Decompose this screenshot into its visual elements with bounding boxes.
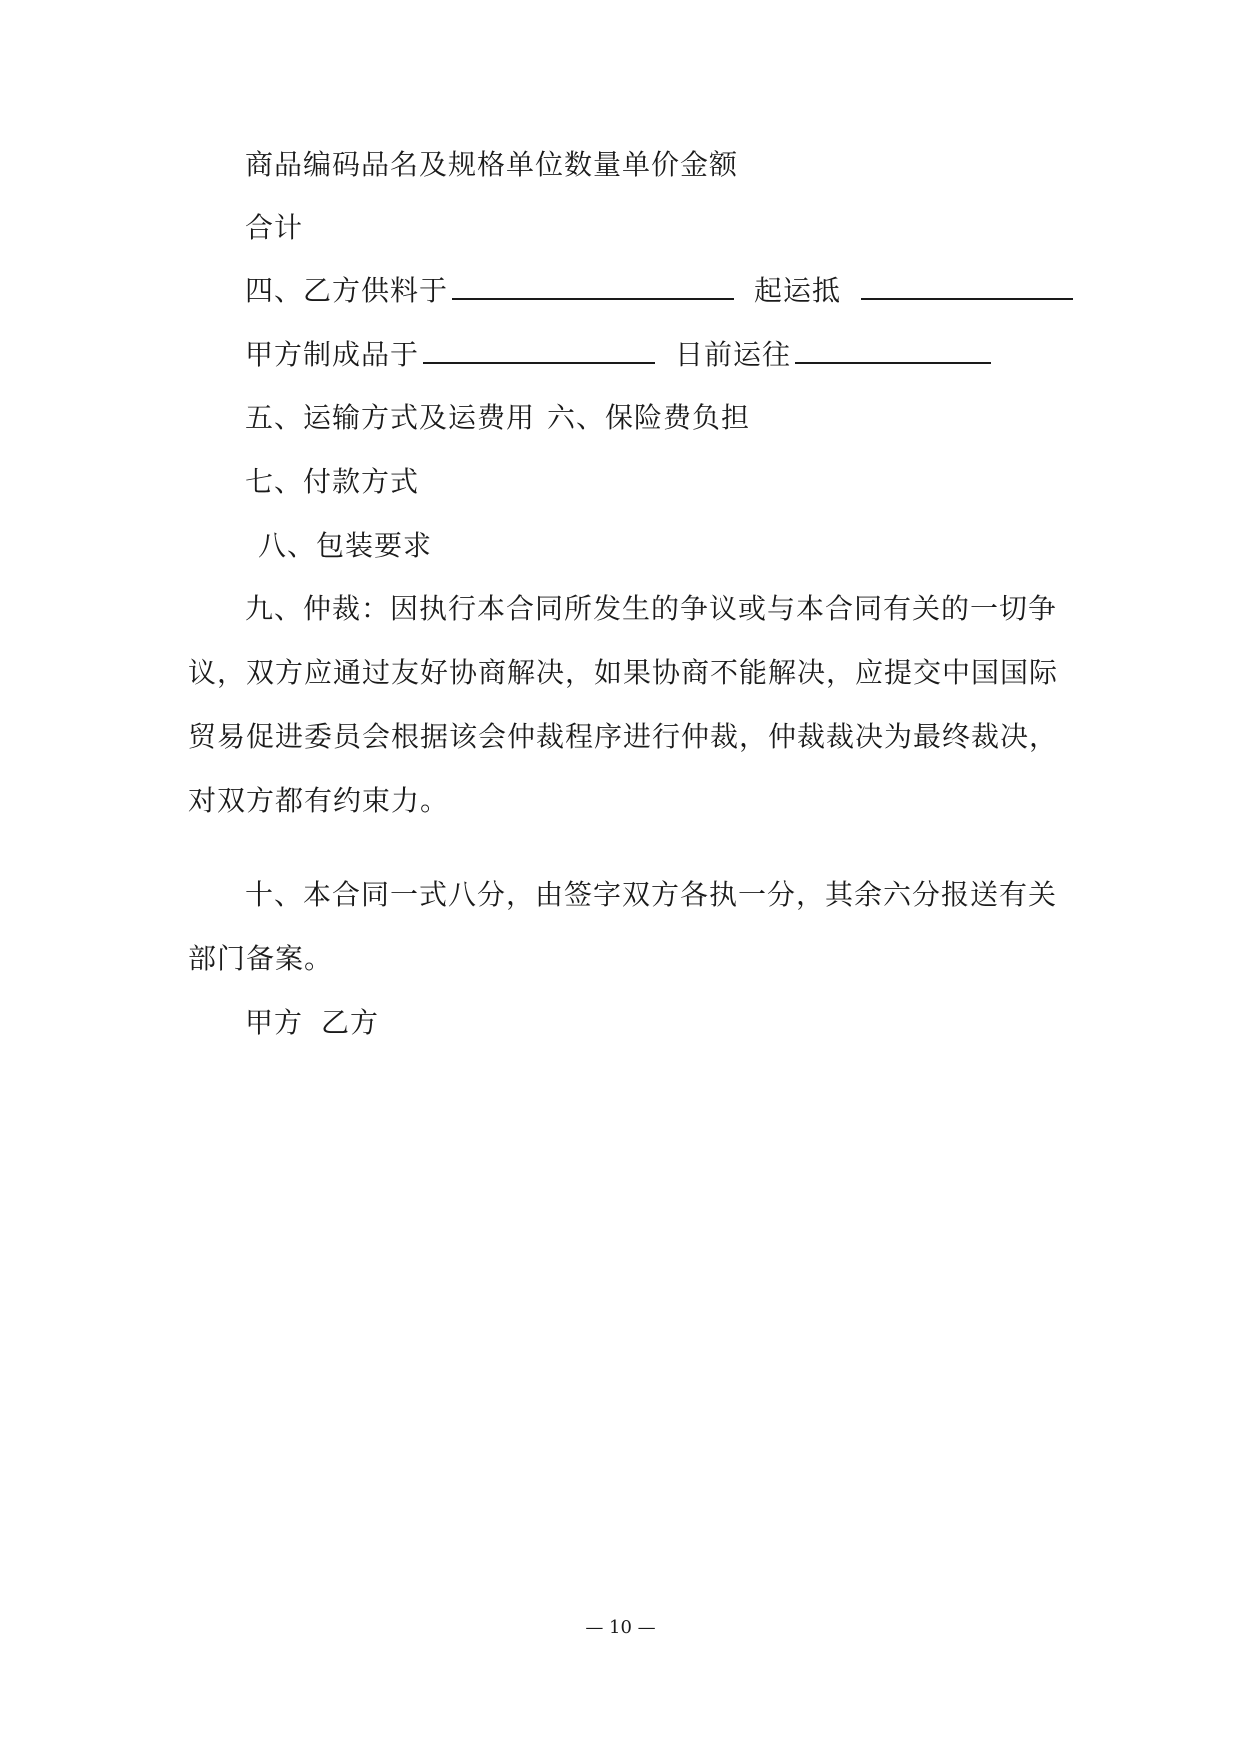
page-number: — 10 — [585, 1617, 656, 1638]
deliver-destination-blank[interactable] [795, 334, 991, 364]
supply-date-blank[interactable] [452, 270, 734, 300]
total-line [245, 208, 303, 248]
ship-destination-blank[interactable] [861, 270, 1073, 300]
clause-9-text-3: 贸易促进委员会根据该会仲裁程序进行仲裁，仲裁裁决为最终裁决， [188, 720, 1059, 753]
clause-9-text-4: 对双方都有约束力。 [188, 784, 450, 817]
clause-9-line-4 [188, 781, 449, 821]
clause-7-line [245, 462, 419, 502]
party-a-label: 甲方 [245, 1006, 304, 1039]
clause-10-text-2: 部门备案。 [188, 942, 334, 975]
clause-10-line-2 [188, 939, 333, 979]
clause-4-line-2 [245, 334, 995, 375]
party-b-label: 乙方 [321, 1006, 380, 1039]
clause-9-line-3 [188, 717, 1058, 757]
clause-9-line-1 [245, 589, 1057, 629]
clause-5-text: 五、运输方式及运费用 [245, 401, 536, 434]
clause-10-text-1: 十、本合同一式八分，由签字双方各执一分，其余六分报送有关 [245, 878, 1058, 911]
clause-9-line-2 [188, 653, 1058, 693]
clause-8-line [258, 526, 432, 566]
clause-7-text: 七、付款方式 [245, 465, 420, 498]
signature-line [245, 1003, 379, 1043]
clause-10-line-1 [245, 875, 1057, 915]
table-header-line [245, 145, 738, 185]
clause-9-text-1: 九、仲裁：因执行本合同所发生的争议或与本合同有关的一切争 [245, 592, 1058, 625]
clause-5-6-line [245, 398, 750, 438]
clause-4-deliver-label: 日前运往 [675, 338, 792, 371]
clause-4-line-1 [245, 270, 1077, 311]
clause-4-ship-label: 起运抵 [754, 274, 842, 307]
table-header-text: 商品编码品名及规格单位数量单价金额 [245, 148, 739, 181]
clause-9-text-2: 议，双方应通过友好协商解决，如果协商不能解决，应提交中国国际 [188, 656, 1059, 689]
clause-8-text: 八、包装要求 [258, 529, 433, 562]
clause-6-text: 六、保险费负担 [547, 401, 751, 434]
clause-4-supply-label: 四、乙方供料于 [245, 274, 449, 307]
product-date-blank[interactable] [423, 334, 655, 364]
clause-4-product-label: 甲方制成品于 [245, 338, 420, 371]
total-label: 合计 [245, 211, 304, 244]
